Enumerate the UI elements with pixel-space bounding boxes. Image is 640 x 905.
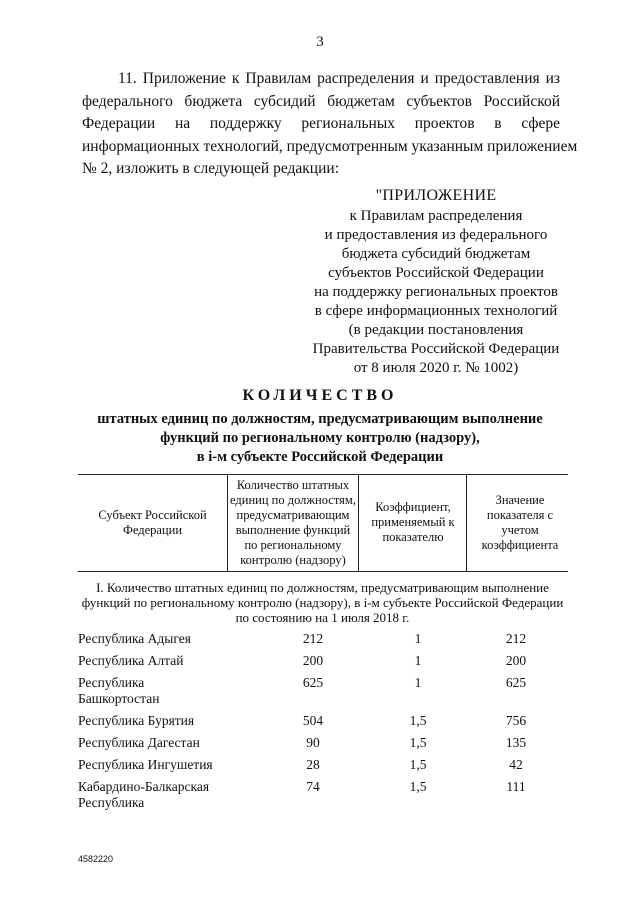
region-name: Республика Башкортостан [78,675,160,706]
intro-line: 11. Приложение к Правилам распределения и предоставления из [118,70,560,87]
appendix-line: в сфере информационных технологий [314,303,558,319]
staff-count: 28 [306,757,320,772]
region-name: Республика Дагестан [78,735,200,750]
staff-count: 90 [306,735,320,750]
staff-count: 212 [302,631,324,646]
coefficient: 1,5 [409,779,427,794]
coefficient: 1 [414,675,422,690]
table-section-title [70,580,575,625]
coefficient: 1,5 [409,757,427,772]
staff-count: 625 [302,675,324,690]
staff-count: 74 [306,779,320,794]
region-name: Республика Алтай [78,653,184,668]
document-title: КОЛИЧЕСТВО [242,387,398,404]
coefficient: 1 [414,631,422,646]
appendix-line: бюджета субсидий бюджетам [341,246,531,262]
section-line: по состоянию на 1 июля 2018 г. [235,610,410,625]
appendix-header [300,186,572,378]
adjusted-value: 212 [505,631,527,646]
subtitle-line: в i-м субъекте Российской Федерации [196,449,444,465]
table-header-rule [78,571,568,572]
header-subject: Субъект Российской Федерации [98,507,207,537]
staff-count: 200 [302,653,324,668]
adjusted-value: 135 [505,735,527,750]
table-top-rule [78,474,568,475]
appendix-line: (в редакции постановления [348,322,524,338]
column-divider [227,474,228,571]
region-name: Республика Ингушетия [78,757,213,772]
region-name: Республика Бурятия [78,713,195,728]
column-divider [466,474,467,571]
appendix-line: субъектов Российской Федерации [328,265,544,281]
appendix-line: Правительства Российской Федерации [312,341,560,357]
adjusted-value: 756 [505,713,527,728]
staff-count: 504 [302,713,324,728]
intro-paragraph [82,68,578,181]
header-adjusted-value: Значение показателя с учетом коэффициента [481,492,559,552]
region-name: Кабардино-Балкарская Республика [78,779,210,810]
section-line: I. Количество штатных единиц по должностям, предусматривающим выполнение [96,580,549,595]
column-divider [358,474,359,571]
document-subtitle [60,410,580,467]
appendix-heading: "ПРИЛОЖЕНИЕ [375,187,497,204]
coefficient: 1,5 [409,735,427,750]
header-coefficient: Коэффициент, применяемый к показателю [371,500,455,544]
intro-line: информационных технологий, предусмотренным указанным приложением [82,137,578,155]
section-line: функций по региональному контролю (надзору), в i-м субъекте Российской Федерации [81,595,564,610]
appendix-line: и предоставления из федерального [324,227,548,243]
intro-line: Федерации на поддержку региональных проектов в сфере [82,115,560,132]
coefficient: 1,5 [409,713,427,728]
header-staff-count: Количество штатных единиц по должностям, предусматривающим выполнение функций по региональному контролю (надзору) [230,477,356,567]
page-number: 3 [316,34,324,50]
adjusted-value: 200 [505,653,527,668]
adjusted-value: 111 [506,779,526,794]
coefficient: 1 [414,653,422,668]
appendix-line: к Правилам распределения [349,208,523,224]
intro-line: федерального бюджета субсидий бюджетам субъектов Российской [82,92,560,110]
appendix-line: от 8 июля 2020 г. № 1002) [353,360,519,376]
document-id: 4582220 [78,854,114,864]
intro-line: № 2, изложить в следующей редакции: [82,160,339,177]
region-name: Республика Адыгея [78,631,191,646]
subtitle-line: штатных единиц по должностям, предусматривающим выполнение [97,411,543,427]
adjusted-value: 625 [505,675,527,690]
adjusted-value: 42 [509,757,523,772]
subtitle-line: функций по региональному контролю (надзору), [160,430,480,446]
appendix-line: на поддержку региональных проектов [314,284,558,300]
